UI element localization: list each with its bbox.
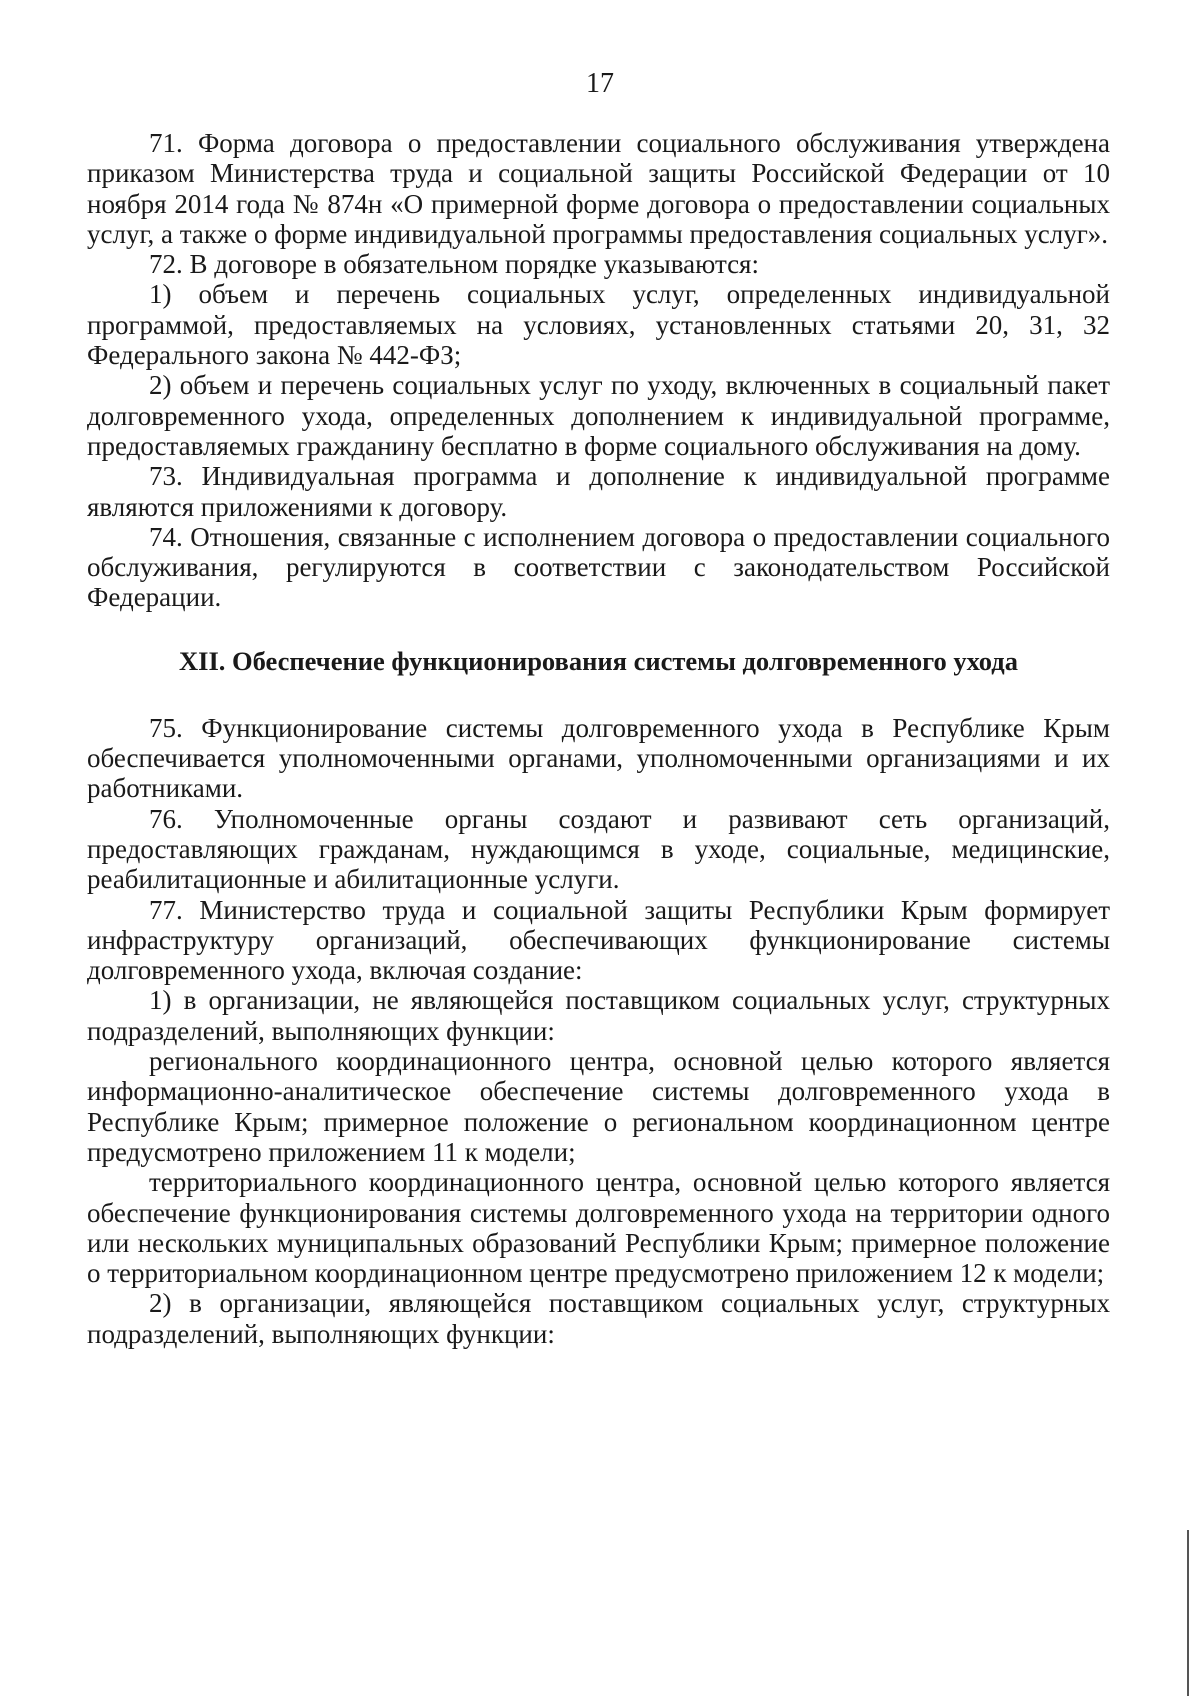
paragraph-77-item-2: 2) в организации, являющейся поставщиком социальных услуг, структурных подразделений, выполняющих функции: xyxy=(87,1288,1110,1349)
paragraph-72-item-2: 2) объем и перечень социальных услуг по уходу, включенных в социальный пакет долговременного ухода, определенных дополнением к индивидуальной программе, предоставляемых гражданину бесплатно в форме социального обслуживания на дому. xyxy=(87,370,1110,461)
document-body xyxy=(87,128,1110,1349)
paragraph-76: 76. Уполномоченные органы создают и развивают сеть организаций, предоставляющих гражданам, нуждающимся в уходе, социальные, медицинские, реабилитационные и абилитационные услуги. xyxy=(87,803,1110,895)
paragraph-72-item-1: 1) объем и перечень социальных услуг, определенных индивидуальной программой, предоставляемых на условиях, установленных статьями 20, 31, 32 Федерального закона № 442-ФЗ; xyxy=(87,279,1110,371)
section-heading: XII. Обеспечение функционирования системы долговременного ухода xyxy=(179,645,1018,676)
paragraph-73: 73. Индивидуальная программа и дополнение к индивидуальной программе являются приложениями к договору. xyxy=(87,461,1110,522)
paragraph-77: 77. Министерство труда и социальной защиты Республики Крым формирует инфраструктуру организаций, обеспечивающих функционирование системы долговременного ухода, включая создание: xyxy=(87,894,1110,986)
paragraph-74: 74. Отношения, связанные с исполнением договора о предоставлении социального обслуживания, регулируются в соответствии с законодательством Российской Федерации. xyxy=(87,521,1110,613)
paragraph-72: 72. В договоре в обязательном порядке указываются: xyxy=(149,249,759,280)
page-number: 17 xyxy=(586,68,614,99)
paragraph-77-item-1-territorial: территориального координационного центра, основной целью которого является обеспечение функционирования системы долговременного ухода на территории одного или нескольких муниципальных образований Республики Крым; примерное положение о территориальном координационном центре предусмотрено приложением 12 к модели; xyxy=(87,1167,1110,1289)
paragraph-77-item-1-regional: регионального координационного центра, основной целью которого является информационно-аналитическое обеспечение системы долговременного ухода в Республике Крым; примерное положение о региональном координационном центре предусмотрено приложением 11 к модели; xyxy=(87,1046,1110,1167)
paragraph-75: 75. Функционирование системы долговременного ухода в Республике Крым обеспечивается уполномоченными органами, уполномоченными организациями и их работниками. xyxy=(87,712,1110,804)
scan-edge-line xyxy=(1187,1530,1189,1696)
spacer xyxy=(87,677,1110,713)
paragraph-77-item-1: 1) в организации, не являющейся поставщиком социальных услуг, структурных подразделений, выполняющих функции: xyxy=(87,985,1110,1046)
paragraph-71: 71. Форма договора о предоставлении социального обслуживания утверждена приказом Министерства труда и социальной защиты Российской Федерации от 10 ноября 2014 года № 874н «О примерной форме договора о предоставлении социальных услуг, а также о форме индивидуальной программы предоставления социальных услуг». xyxy=(87,128,1110,249)
spacer xyxy=(87,613,1110,646)
